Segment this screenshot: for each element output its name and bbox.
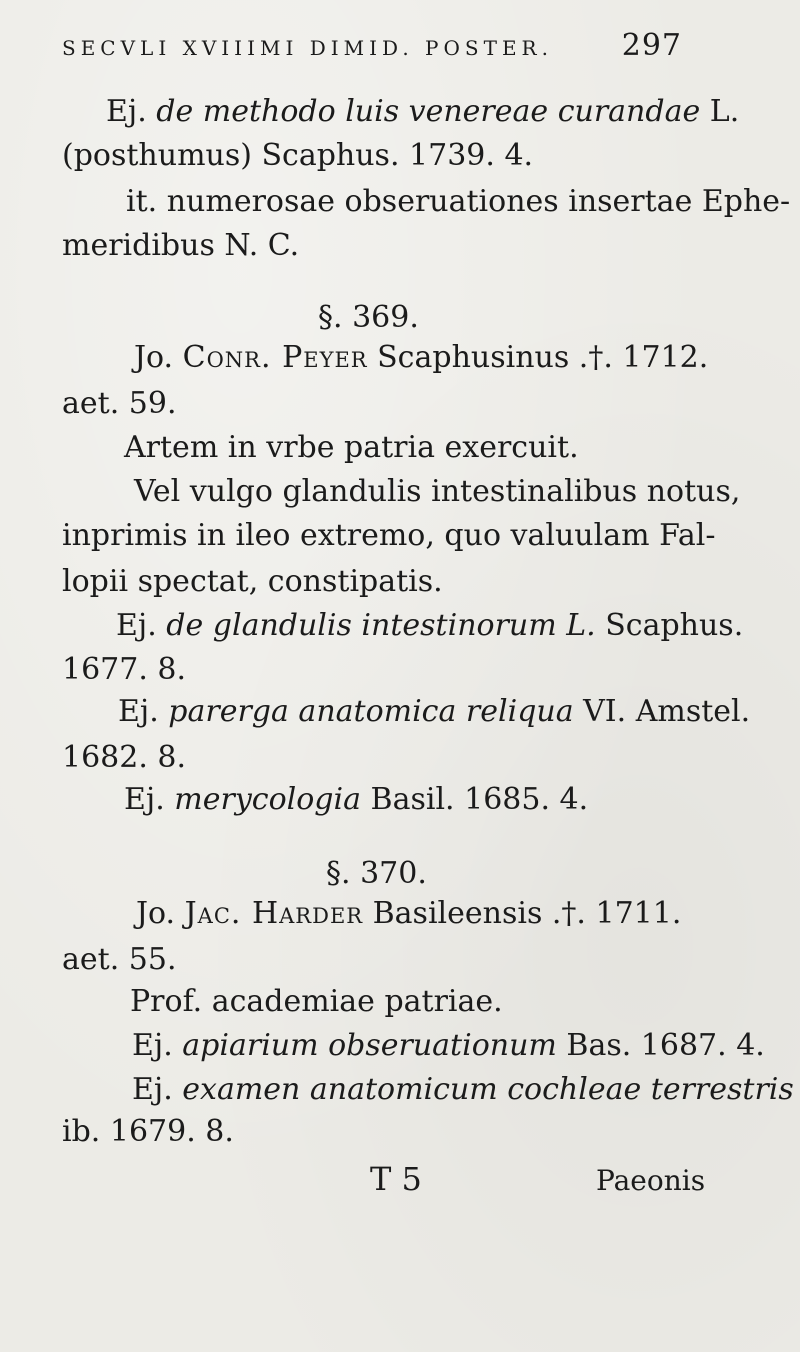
text-run: Ej. (124, 782, 175, 817)
text-line (62, 518, 715, 554)
italic-run: examen anatomicum cochleae terrestris (182, 1072, 794, 1107)
text-run: Artem in vrbe patria exercuit. (124, 430, 579, 465)
text-run: 1677. 8. (62, 652, 187, 687)
text-run: Ej. (132, 1072, 183, 1107)
text-run: lopii spectat, constipatis. (62, 564, 443, 599)
page-number: 297 (621, 28, 682, 63)
text-run: Scaphusinus .†. 1712. (367, 340, 709, 375)
text-run: Prof. academiae patriae. (130, 984, 503, 1019)
text-line (62, 652, 186, 688)
text-line (134, 340, 708, 376)
text-line (62, 1114, 234, 1150)
italic-run: de methodo luis venereae curandae (156, 94, 701, 129)
text-run: Ej. (132, 1028, 183, 1063)
text-line (132, 1072, 794, 1108)
text-line (62, 386, 176, 422)
text-run: Bas. 1687. 4. (556, 1028, 765, 1063)
text-line (62, 228, 299, 264)
italic-run: merycologia (174, 782, 361, 817)
text-run: Jo. (136, 896, 185, 931)
text-run: aet. 55. (62, 942, 177, 977)
text-line (118, 694, 750, 730)
text-line (124, 782, 588, 818)
small-caps-run: Conr. Peyer (182, 340, 368, 375)
text-run: ib. 1679. 8. (62, 1114, 234, 1149)
italic-run: de glandulis intestinorum L. (166, 608, 596, 643)
text-run: inprimis in ileo extremo, quo valuulam Fal- (62, 518, 716, 553)
text-line (134, 474, 740, 510)
running-title: SECVLI XVIIIMI DIMID. POSTER. (62, 36, 553, 60)
text-line (116, 608, 743, 644)
text-run: Basileensis .†. 1711. (363, 896, 682, 931)
running-head (62, 28, 682, 63)
text-run: L. (700, 94, 740, 129)
signature-mark: T 5 (370, 1160, 422, 1198)
text-run: (posthumus) Scaphus. 1739. 4. (62, 138, 534, 173)
text-line (136, 896, 681, 932)
text-line (126, 184, 790, 220)
text-run: meridibus N. C. (62, 228, 300, 263)
text-line (124, 430, 579, 466)
text-line (62, 138, 533, 174)
text-line (62, 740, 186, 776)
text-line (62, 942, 176, 978)
section-heading: §. 370. (326, 856, 427, 891)
section-heading: §. 369. (318, 300, 419, 335)
text-run: aet. 59. (62, 386, 177, 421)
catchword: Paeonis (596, 1164, 706, 1197)
text-run: 1682. 8. (62, 740, 187, 775)
text-run: Scaphus. (595, 608, 744, 643)
text-line (130, 984, 503, 1020)
italic-run: apiarium obseruationum (182, 1028, 557, 1063)
text-run: it. numerosae obseruationes insertae Ephe- (126, 184, 791, 219)
text-run: Vel vulgo glandulis intestinalibus notus, (134, 474, 741, 509)
text-run: Ej. (116, 608, 167, 643)
text-run: Ej. (118, 694, 169, 729)
text-run: VI. Amstel. (573, 694, 751, 729)
text-run: Jo. (134, 340, 183, 375)
italic-run: parerga anatomica reliqua (168, 694, 574, 729)
text-run: Basil. 1685. 4. (360, 782, 589, 817)
text-line (62, 564, 443, 600)
text-line (132, 1028, 765, 1064)
text-line (106, 94, 739, 130)
small-caps-run: Jac. Harder (184, 896, 364, 931)
text-run: Ej. (106, 94, 157, 129)
